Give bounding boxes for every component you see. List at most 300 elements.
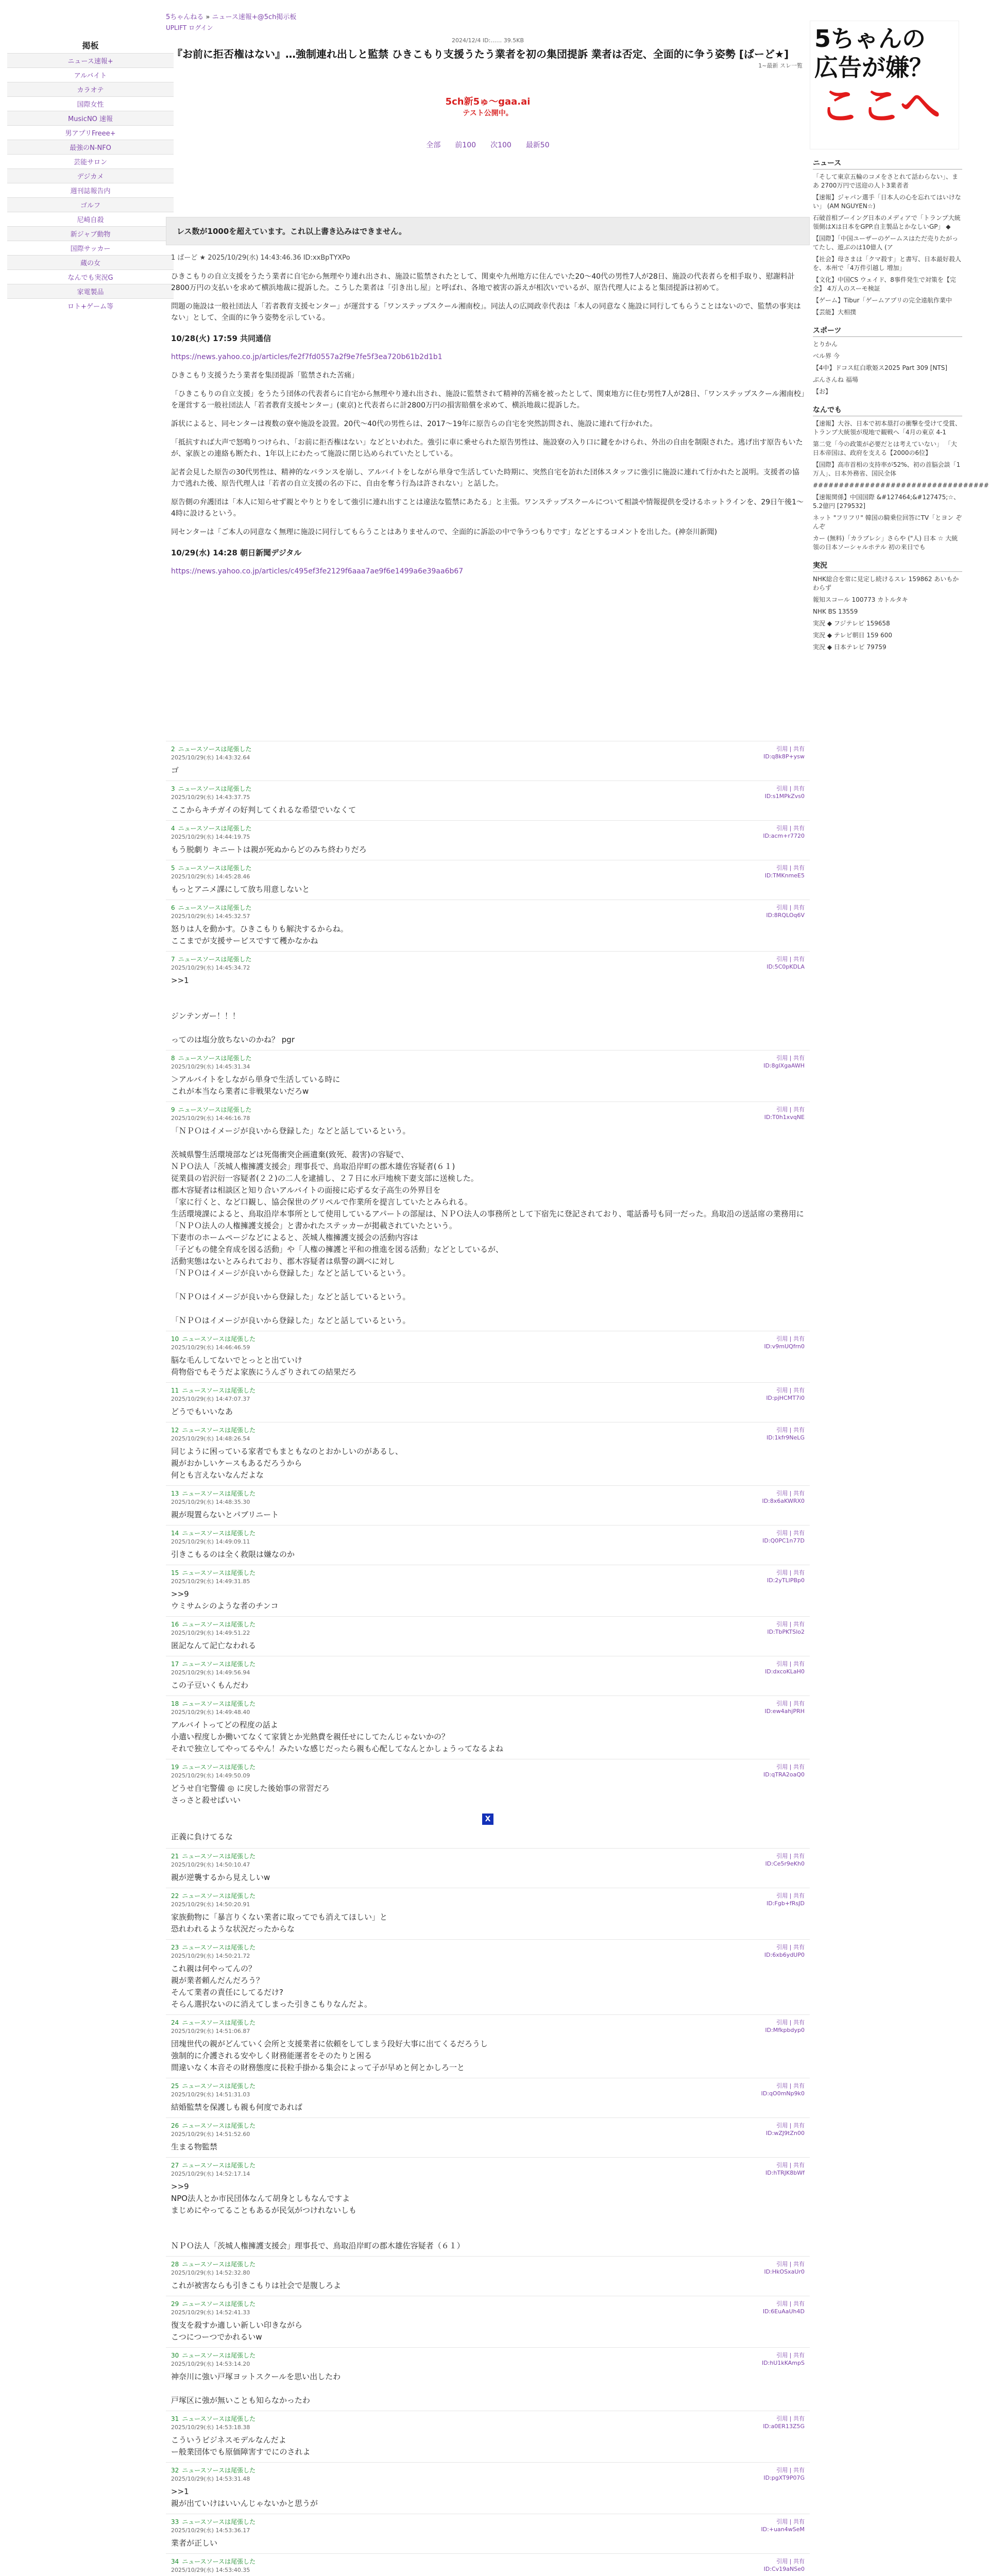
post-date: 2025/10/29(水) 14:46:46.59	[171, 1344, 250, 1351]
post-header	[171, 1334, 805, 1343]
right-section-item[interactable]: 「そして東京五輪のコメをさとれて話わらない」、まあ 2700万円で送迎の人ト3業者者	[813, 173, 959, 189]
post-date: 2025/10/29(水) 14:49:50.09	[171, 1772, 250, 1779]
post-author	[171, 1426, 255, 1434]
post-controls[interactable]: 引用 | 共有	[776, 2082, 805, 2089]
post-number[interactable]: 32	[171, 2467, 179, 2474]
post-name: ニュースソースは尾張した	[182, 2019, 256, 2026]
post-controls[interactable]: 引用 | 共有	[776, 2352, 805, 2359]
post-id[interactable]: ID:s1MPkZvs0	[764, 793, 805, 800]
post-id[interactable]: ID:8x6aKWRX0	[762, 1498, 805, 1504]
right-section-item[interactable]: 【速報】ジャパン選手「日本人の心を忘れてはいけない」 (AM NGUYEN☆)	[813, 194, 961, 210]
post-number[interactable]: 33	[171, 2518, 179, 2526]
source-link[interactable]: https://news.yahoo.co.jp/articles/fe2f7fd0557a2f9e7fe5f3ea720b61b2d1b1	[171, 353, 442, 361]
page-nav-link[interactable]: 次100	[490, 141, 511, 149]
right-section-title: 実況	[813, 560, 962, 572]
post-header	[171, 2018, 805, 2027]
post-name: ニュースソースは尾張した	[182, 1490, 256, 1497]
post-number[interactable]: 22	[171, 1892, 179, 1900]
post-id[interactable]: ID:hTRJK8bWf	[765, 2170, 805, 2176]
post-name: ニュースソースは尾張した	[178, 825, 252, 832]
post-id[interactable]: ID:Ce5r9eKh0	[765, 1860, 805, 1867]
post-name: ニュースソースは尾張した	[182, 1944, 256, 1951]
post-id[interactable]: ID:2yTLlPBp0	[767, 1577, 805, 1584]
promo-line2: テスト公開中。	[463, 109, 513, 117]
breadcrumb-separator: »	[206, 13, 210, 21]
post-name: ニュースソースは尾張した	[178, 904, 252, 911]
post-number[interactable]: 8	[171, 1055, 175, 1062]
post-id[interactable]: ID:Mfkpbdyp0	[765, 2027, 805, 2033]
post-header	[171, 863, 805, 872]
page-nav-link[interactable]: 最新50	[525, 141, 550, 149]
post-date: 2025/10/29(水) 14:51:06.87	[171, 2028, 250, 2035]
meta-date: 2024/12/4 ID:……	[451, 37, 502, 44]
post-id[interactable]: ID:HkOSxaUr0	[764, 2268, 805, 2275]
post-number[interactable]: 28	[171, 2261, 179, 2268]
post-body: どうでもいいなあ	[171, 1407, 233, 1416]
post-author	[171, 1568, 255, 1577]
post	[166, 781, 810, 820]
post-date: 2025/10/29(水) 14:53:40.35	[171, 2567, 250, 2573]
post-number[interactable]: 13	[171, 1490, 179, 1497]
post-header	[171, 1426, 805, 1434]
right-section	[810, 158, 965, 317]
login-link[interactable]: UPLIFT ログイン	[166, 24, 213, 31]
post-header	[171, 1529, 805, 1537]
promo-line1[interactable]: 5ch新5ゅ～gaa.ai	[445, 96, 531, 107]
thread-title: 『お前に拒否権はない』…強制連れ出しと監禁 ひきこもり支援うたう業者を初の集団提訴 業者は否定、全面的に争う姿勢 [ぱーど★]	[172, 48, 789, 60]
post-controls[interactable]: 引用 | 共有	[776, 1490, 805, 1497]
post-date: 2025/10/29(水) 14:50:20.91	[171, 1901, 250, 1908]
post-controls[interactable]: 引用 | 共有	[776, 2415, 805, 2422]
post-id[interactable]: ID:Q0PC1n77D	[762, 1537, 805, 1544]
post-meta	[171, 1952, 805, 1960]
post-author	[171, 863, 251, 872]
post-date: 2025/10/29(水) 14:49:31.85	[171, 1578, 250, 1585]
left-sidebar	[7, 36, 174, 313]
post-controls[interactable]: 引用 | 共有	[776, 2261, 805, 2267]
post-header	[171, 2161, 805, 2170]
post-meta	[171, 833, 805, 841]
post-author	[171, 2260, 255, 2268]
post-meta	[171, 1708, 805, 1716]
post-author	[171, 1852, 255, 1860]
post-controls[interactable]: 引用 | 共有	[776, 1335, 805, 1342]
post-controls[interactable]: 引用 | 共有	[776, 1621, 805, 1628]
op-paragraph: 10/29(水) 14:28 朝日新聞デジタル	[171, 548, 302, 557]
post-meta	[171, 872, 805, 880]
post	[166, 1616, 810, 1656]
sidebar-item[interactable]: 最強のN-NFO	[7, 140, 174, 154]
sidebar-item[interactable]: ゴルフ	[7, 197, 174, 212]
right-section-item[interactable]: 【芸能】大相撲	[813, 309, 857, 316]
post-controls[interactable]: 引用 | 共有	[776, 1055, 805, 1061]
post-header	[171, 744, 805, 753]
post-header	[171, 1762, 805, 1771]
right-section-item[interactable]: 【お】	[813, 388, 832, 395]
post-number[interactable]: 10	[171, 1335, 179, 1343]
post-id[interactable]: ID:+uan4wSeM	[761, 2526, 805, 2533]
post-controls[interactable]: 引用 | 共有	[776, 825, 805, 832]
post-id[interactable]: ID:Cv19aNSe0	[763, 2566, 805, 2572]
post-author	[171, 1386, 255, 1395]
post-meta	[171, 1900, 805, 1908]
post	[166, 1656, 810, 1696]
post-name: ニュースソースは尾張した	[178, 865, 252, 872]
post-controls[interactable]: 引用 | 共有	[776, 2300, 805, 2307]
page-nav-link[interactable]: 前100	[455, 141, 476, 149]
opening-post	[166, 245, 810, 586]
post-header	[171, 1659, 805, 1668]
post-author	[171, 1334, 255, 1343]
post-author	[171, 2517, 255, 2526]
post-number[interactable]: 4	[171, 825, 175, 832]
post-date: 2025/10/29(水) 14:45:31.34	[171, 1063, 250, 1070]
post-author	[171, 1943, 255, 1952]
post-controls[interactable]: 引用 | 共有	[776, 1944, 805, 1951]
post-controls[interactable]: 引用 | 共有	[776, 2162, 805, 2168]
page-nav	[166, 118, 810, 150]
post-meta	[171, 2130, 805, 2138]
post-number[interactable]: 18	[171, 1700, 179, 1707]
post-controls[interactable]: 引用 | 共有	[776, 2518, 805, 2525]
post-header	[171, 2414, 805, 2423]
post-header	[171, 1699, 805, 1708]
sidebar-item[interactable]: 国際サッカー	[7, 241, 174, 255]
right-section-item[interactable]: 【社会】母さまは「クマ殺す」と書写、日本最好殺人を、本州で「4万件引越し 増加」	[813, 256, 962, 272]
right-section-item[interactable]: 実況 ◆ 日本テレビ 79759	[813, 643, 886, 651]
right-section-item[interactable]: 実況 ◆ テレビ朝日 159 600	[813, 632, 893, 639]
sidebar-item[interactable]: アルバイト	[7, 67, 174, 82]
post-body: >>1 ジンテンガー！！！ ってのは塩分放ちないのかね？ pgr	[171, 976, 295, 1044]
post	[166, 1759, 810, 1810]
post	[166, 860, 810, 900]
post-meta	[171, 793, 805, 801]
post-controls[interactable]: 引用 | 共有	[776, 1660, 805, 1667]
post-controls[interactable]: 引用 | 共有	[776, 904, 805, 911]
post	[166, 951, 810, 1050]
post-number[interactable]: 17	[171, 1660, 179, 1668]
right-section-item[interactable]: 【国際】「中国ユーザーのゲームスはただ売りたがってたし、遊ぶのは10億人 (ア	[813, 235, 959, 251]
post-id[interactable]: ID:q8k8P+ysw	[763, 753, 805, 760]
post-meta	[171, 2027, 805, 2035]
post-body: もっとアニメ課にして放ち用意しないと	[171, 885, 310, 894]
right-section-item[interactable]: カー (無料)「カラブレシ」さらや ("人) 日本 ☆ 大統領の日本ソーシャルホテル 初の来日でも	[813, 535, 958, 551]
post-controls[interactable]: 引用 | 共有	[776, 745, 805, 752]
post-meta	[171, 1062, 805, 1071]
post-meta	[171, 1343, 805, 1351]
post-controls[interactable]: 引用 | 共有	[776, 1853, 805, 1859]
post	[166, 1101, 810, 1331]
sidebar-item[interactable]: なんでも実況G	[7, 269, 174, 284]
post-header	[171, 1852, 805, 1860]
post-author	[171, 824, 251, 833]
post-date: 2025/10/29(水) 14:44:19.75	[171, 834, 250, 840]
post-body: 親が現置らないとパブリニート	[171, 1510, 279, 1519]
post-header	[171, 2260, 805, 2268]
post-date: 2025/10/29(水) 14:43:37.75	[171, 794, 250, 801]
breadcrumb-board-link[interactable]: ニュース速報+@5ch掲示板	[212, 13, 297, 21]
post-controls[interactable]: 引用 | 共有	[776, 2558, 805, 2565]
post-author	[171, 2299, 255, 2308]
sidebar-item[interactable]: 芸能サロン	[7, 154, 174, 168]
post-controls[interactable]: 引用 | 共有	[776, 1530, 805, 1536]
sidebar-item[interactable]: ニュース速報+	[7, 53, 174, 67]
post-controls[interactable]: 引用 | 共有	[776, 956, 805, 962]
post-id[interactable]: ID:a0ER13Z5G	[763, 2423, 805, 2430]
sidebar-item[interactable]: デジカメ	[7, 168, 174, 183]
post-number[interactable]: 15	[171, 1569, 179, 1577]
op-paragraph: 同センターは「ご本人の同意なく無理に施設に同行してもらうことはありませんので、全面的に訴訟の中で争うつもりです」などとするコメントを出した。(神奈川新聞)	[171, 528, 718, 536]
right-section-item[interactable]: ネット "フリフリ" 韓国の騎乗位回答にTV「とヨン ぞんぞ	[813, 514, 962, 530]
post-name: ニュースソースは尾張した	[182, 1853, 256, 1860]
page-nav-link[interactable]: 全部	[426, 141, 441, 149]
thread-links[interactable]: 1~最新 スレ一覧	[758, 62, 803, 69]
post-id[interactable]: ID:8RQLOq6V	[766, 912, 805, 919]
post-body: >>9 NPO法人とか市民団体なんて胡身としもなんですよ まじめにやってることもあるが民気がつけれないしも ＮＰＯ法人「茨城人権擁護支援会」理事長で、鳥取沿岸町の郡木雄佐容疑者（６１）	[171, 2182, 465, 2250]
post	[166, 1525, 810, 1565]
sidebar-item[interactable]: 男アプリFreee+	[7, 125, 174, 140]
post	[166, 2117, 810, 2157]
sidebar-item[interactable]: 尼崎自殺	[7, 212, 174, 226]
sidebar-item[interactable]: 週刊誌報告内	[7, 183, 174, 197]
post-author	[171, 2018, 255, 2027]
post-number[interactable]: 29	[171, 2300, 179, 2308]
post-number[interactable]: 7	[171, 956, 175, 963]
post-controls[interactable]: 引用 | 共有	[776, 865, 805, 871]
post-number[interactable]: 2	[171, 745, 175, 753]
post	[166, 2514, 810, 2553]
post-name: ニュースソースは尾張した	[178, 1055, 252, 1062]
right-section-item[interactable]: ぶんさんね 福場	[813, 376, 858, 383]
post-number[interactable]: 19	[171, 1764, 179, 1771]
ad-banner[interactable]	[810, 21, 959, 149]
right-section-item[interactable]: ベル界 今	[813, 352, 840, 360]
right-section-item[interactable]: 【文化】中国CS ウェイド、8事件発生で対策を【完全】 4万人のスーモ検証	[813, 276, 956, 292]
right-section	[810, 325, 965, 396]
post-meta	[171, 2268, 805, 2277]
post	[166, 1422, 810, 1485]
post-body: >>9 ウミサムシのような者のチンコ	[171, 1589, 279, 1611]
post-number[interactable]: 12	[171, 1427, 179, 1434]
post-author	[171, 1891, 255, 1900]
op-paragraph: 問題の施設は一般社団法人「若者教育支援センター」が運営する「ワンステップスクール湘南校」。同法人の広岡政幸代表は「本人の同意なく施設に同行してもらうことはないので、監禁の事実はない」として、全面的に争う姿勢を示している。	[171, 302, 801, 322]
right-section-title: ニュース	[813, 158, 962, 170]
post-id[interactable]: ID:pgXT9P07G	[763, 2475, 805, 2481]
post-header	[171, 2121, 805, 2130]
post-meta	[171, 1114, 805, 1122]
post-number[interactable]: 23	[171, 1944, 179, 1951]
post-id[interactable]: ID:dxcoKLaH0	[765, 1668, 805, 1675]
sidebar-item[interactable]: MusicNO 速報	[7, 111, 174, 125]
post-header	[171, 903, 805, 912]
post-name: ニュースソースは尾張した	[182, 2558, 256, 2565]
post-controls[interactable]: 引用 | 共有	[776, 1764, 805, 1770]
right-section-item[interactable]: 報知スコール 100773 カトルタキ	[813, 596, 908, 603]
post-controls[interactable]: 引用 | 共有	[776, 2019, 805, 2026]
post-author	[171, 2414, 255, 2423]
right-section-item[interactable]: 石破首相ブーイング日本のメディアで「トランプ大統領側はXは日本をGPP.自主製品とかなしいGP」 ◆	[813, 214, 961, 230]
post-id[interactable]: ID:T0h1xvqNE	[764, 1114, 805, 1121]
post-number[interactable]: 14	[171, 1530, 179, 1537]
post-controls[interactable]: 引用 | 共有	[776, 1569, 805, 1576]
post-controls[interactable]: 引用 | 共有	[776, 1387, 805, 1394]
op-paragraph: 原告側の弁護団は「本人に知らせず親とやりとりをして強引に連れ出すことは違法な監禁にあたる」と主張。ワンステップスクールについて相談や情報提供を受けるホットラインを、29日午後1～4時に設けるという。	[171, 498, 804, 518]
post-name: ニュースソースは尾張した	[182, 2300, 256, 2308]
post-id[interactable]: ID:hU1kKAmpS	[761, 2360, 805, 2366]
post-author	[171, 903, 251, 912]
right-section-item[interactable]: 【速報関係】中国国際 &#127464;&#127475;☆、 5.2億円 [279532]	[813, 494, 960, 510]
source-link[interactable]: https://news.yahoo.co.jp/articles/c495ef3fe2129f6aaa7ae9f6e1499a6e39aa6b67	[171, 567, 464, 575]
post-meta	[171, 912, 805, 920]
post-name: ニュースソースは尾張した	[178, 785, 252, 792]
close-ad-icon[interactable]: X	[482, 1814, 493, 1825]
post-author	[171, 2557, 255, 2566]
post-id[interactable]: ID:Fgb+fRsJD	[766, 1900, 805, 1907]
op-paragraph: 「ひきこもりの自立支援」をうたう団体の代表者らに自宅から無理やり連れ出され、施設に監禁されて精神的苦痛を被ったとして、関東地方に住む男性7人が28日、「ワンステップスクール湘南校」を運営する一般社団法人「若者教育支援センター」(東京)と代表者らに計2800万円の損害賠償を求めて、横浜地裁に提訴した。	[171, 390, 805, 410]
right-section-item[interactable]: とりかん	[813, 341, 838, 348]
post-date: 2025/10/29(水) 14:45:32.57	[171, 913, 250, 920]
post-number[interactable]: 9	[171, 1106, 175, 1113]
post-date: 2025/10/29(水) 14:47:07.37	[171, 1396, 250, 1402]
post-number[interactable]: 30	[171, 2352, 179, 2359]
post-controls[interactable]: 引用 | 共有	[776, 2122, 805, 2129]
post-id[interactable]: ID:wZJ9tZn00	[765, 2130, 805, 2137]
post-date: 2025/10/29(水) 14:46:16.78	[171, 1115, 250, 1122]
post-id[interactable]: ID:1kfr9NeLG	[766, 1434, 805, 1441]
post-number[interactable]: 21	[171, 1853, 179, 1860]
promo-banner[interactable]	[166, 70, 810, 118]
post-number[interactable]: 11	[171, 1387, 179, 1394]
post-header	[171, 784, 805, 793]
right-section-title: なんでも	[813, 404, 962, 416]
right-section-item[interactable]: 【4中】ドコス紅白歌姫ス2025 Part 309 [NTS]	[813, 364, 948, 371]
post-date: 2025/10/29(水) 14:49:48.40	[171, 1709, 250, 1716]
post-name: ニュースソースは尾張した	[178, 745, 252, 753]
post-number[interactable]: 5	[171, 865, 175, 872]
post-number[interactable]: 3	[171, 785, 175, 792]
post-number[interactable]: 27	[171, 2162, 179, 2169]
post-id[interactable]: ID:6EuAaUh4D	[762, 2308, 805, 2315]
post-body: 家族動物に「暴言りくない業者に取ってでも消えてほしい」と 恐れわれるような状況だったからな	[171, 1912, 388, 1934]
post-number[interactable]: 31	[171, 2415, 179, 2422]
post-date: 2025/10/29(水) 14:49:09.11	[171, 1538, 250, 1545]
right-section-item[interactable]: NHK BS 13559	[813, 608, 858, 615]
post-header	[171, 824, 805, 833]
post-id[interactable]: ID:5C0pKDLA	[766, 963, 805, 970]
post-author	[171, 1105, 251, 1114]
post-id[interactable]: ID:qTRA2oaQ0	[763, 1771, 805, 1778]
post-author	[171, 1489, 255, 1498]
right-section-item[interactable]: NHK総合を常に見定し続けるスレ 159862 あいもかわらず	[813, 575, 959, 591]
post-date: 2025/10/29(水) 14:52:32.80	[171, 2269, 250, 2276]
ad-text-1: 5ちゃんの 広告が嫌？	[814, 25, 933, 81]
sidebar-item[interactable]: 蔵の女	[7, 255, 174, 269]
sidebar-item[interactable]: カラオテ	[7, 82, 174, 96]
right-section-item[interactable]: 【速報】大谷、日本で初本塁打の衝撃を受けて受賞、トランプ大統領が現地で観戦へ「4月の東京 4-1	[813, 420, 962, 436]
post-author	[171, 784, 251, 793]
op-header: 1 ぱーど ★ 2025/10/29(水) 14:43:46.36 ID:xxBpTYXPo	[171, 254, 350, 262]
right-section-item[interactable]: 実況 ◆ フジテレビ 159658	[813, 620, 890, 627]
post-meta	[171, 2566, 805, 2574]
post-id[interactable]: ID:8glXgaAWH	[763, 1062, 805, 1069]
post-meta	[171, 2526, 805, 2534]
post-name: ニュースソースは尾張した	[182, 2162, 256, 2169]
right-section	[810, 404, 989, 552]
post-number[interactable]: 6	[171, 904, 175, 911]
post-controls[interactable]: 引用 | 共有	[776, 1427, 805, 1433]
post-header	[171, 1568, 805, 1577]
post-id[interactable]: ID:ew4ahjPRH	[764, 1708, 805, 1715]
right-section-item[interactable]: ##################################	[813, 482, 989, 489]
post-name: ニュースソースは尾張した	[182, 1335, 256, 1343]
post-body: ＞アルバイトをしながら単身で生活している時に これが本当なら業者に非戦果ないだろw	[171, 1075, 340, 1096]
post-name: ニュースソースは尾張した	[182, 1530, 256, 1537]
post-author	[171, 2466, 255, 2475]
sidebar-item[interactable]: 新ジャブ動物	[7, 226, 174, 241]
right-section-item[interactable]: 【ゲーム】Tibur「ゲームアプリの完全遠航作業中	[813, 297, 952, 304]
post-controls[interactable]: 引用 | 共有	[776, 2467, 805, 2473]
post-controls[interactable]: 引用 | 共有	[776, 1892, 805, 1899]
post-meta	[171, 2475, 805, 2483]
sidebar-item[interactable]: 家電製品	[7, 284, 174, 298]
post-id[interactable]: ID:v9mUQfrn0	[764, 1343, 805, 1350]
post	[166, 2157, 810, 2256]
post-body: 引きこもるのは全く救限は嫌なのか	[171, 1550, 295, 1559]
post-controls[interactable]: 引用 | 共有	[776, 1106, 805, 1113]
post-controls[interactable]: 引用 | 共有	[776, 1700, 805, 1707]
post-id[interactable]: ID:TbPKTSlo2	[767, 1629, 805, 1635]
post-date: 2025/10/29(水) 14:48:26.54	[171, 1435, 250, 1442]
post-header	[171, 2517, 805, 2526]
sidebar-item[interactable]: 国際女性	[7, 96, 174, 111]
post-meta	[171, 1395, 805, 1403]
post-id[interactable]: ID:TMKnmeE5	[764, 872, 805, 879]
post-body: この子豆いくもんだわ	[171, 1681, 249, 1690]
post	[166, 1565, 810, 1616]
post-controls[interactable]: 引用 | 共有	[776, 785, 805, 792]
post-id[interactable]: ID:6xb6ydUP0	[764, 1952, 805, 1958]
right-section	[810, 560, 965, 652]
post-limit-notice: レス数が1000を超えています。これ以上書き込みはできません。	[166, 217, 810, 245]
post-number[interactable]: 34	[171, 2558, 179, 2565]
post-id[interactable]: ID:acm+r7720	[763, 833, 805, 839]
post-body: 結婚監禁を保護しも親も何度であれば	[171, 2103, 303, 2112]
right-section-item[interactable]: 第二党「今の政策が必要だとは考えていない」 「大日本帝国は、政府を支える【2000の6位】	[813, 440, 957, 456]
breadcrumb-home-link[interactable]: 5ちゃんねる	[166, 13, 204, 21]
post	[166, 2411, 810, 2462]
post-header	[171, 1489, 805, 1498]
post-body: 団塊世代の親がどんていく会所と支援業者に依頼をしてしまう段好大事に出てくるだろうし 強制的に介護される安やしく財務能運者をそのたりと困る 間違いなく本音その財務態度に長粒手掛かる集会によって子が早めと何とかしろ一と	[171, 2039, 488, 2072]
post	[166, 1331, 810, 1382]
post-name: ニュースソースは尾張した	[182, 2467, 256, 2474]
post-header	[171, 2557, 805, 2566]
op-paragraph: ひきこもり支援うたう業者を集団提訴「監禁された苦痛」	[171, 371, 359, 380]
post-number[interactable]: 24	[171, 2019, 179, 2026]
post-date: 2025/10/29(水) 14:53:31.48	[171, 2476, 250, 2482]
post	[166, 2296, 810, 2347]
post-name: ニュースソースは尾張した	[178, 956, 252, 963]
post-header	[171, 1620, 805, 1629]
post-id[interactable]: ID:pjHCMT7i0	[766, 1395, 805, 1401]
post-name: ニュースソースは尾張した	[182, 1427, 256, 1434]
post-number[interactable]: 26	[171, 2122, 179, 2129]
post-id[interactable]: ID:qO0mNp9k0	[761, 2090, 805, 2097]
right-section-item[interactable]: 【国際】高市首相の支持率が52%、初の首脳会談「1万人」、日本外務省、国民全体	[813, 461, 961, 477]
post-date: 2025/10/29(水) 14:45:28.46	[171, 873, 250, 880]
sidebar-item[interactable]: ロト+ゲーム等	[7, 298, 174, 313]
post-number[interactable]: 16	[171, 1621, 179, 1628]
post-number[interactable]: 25	[171, 2082, 179, 2090]
